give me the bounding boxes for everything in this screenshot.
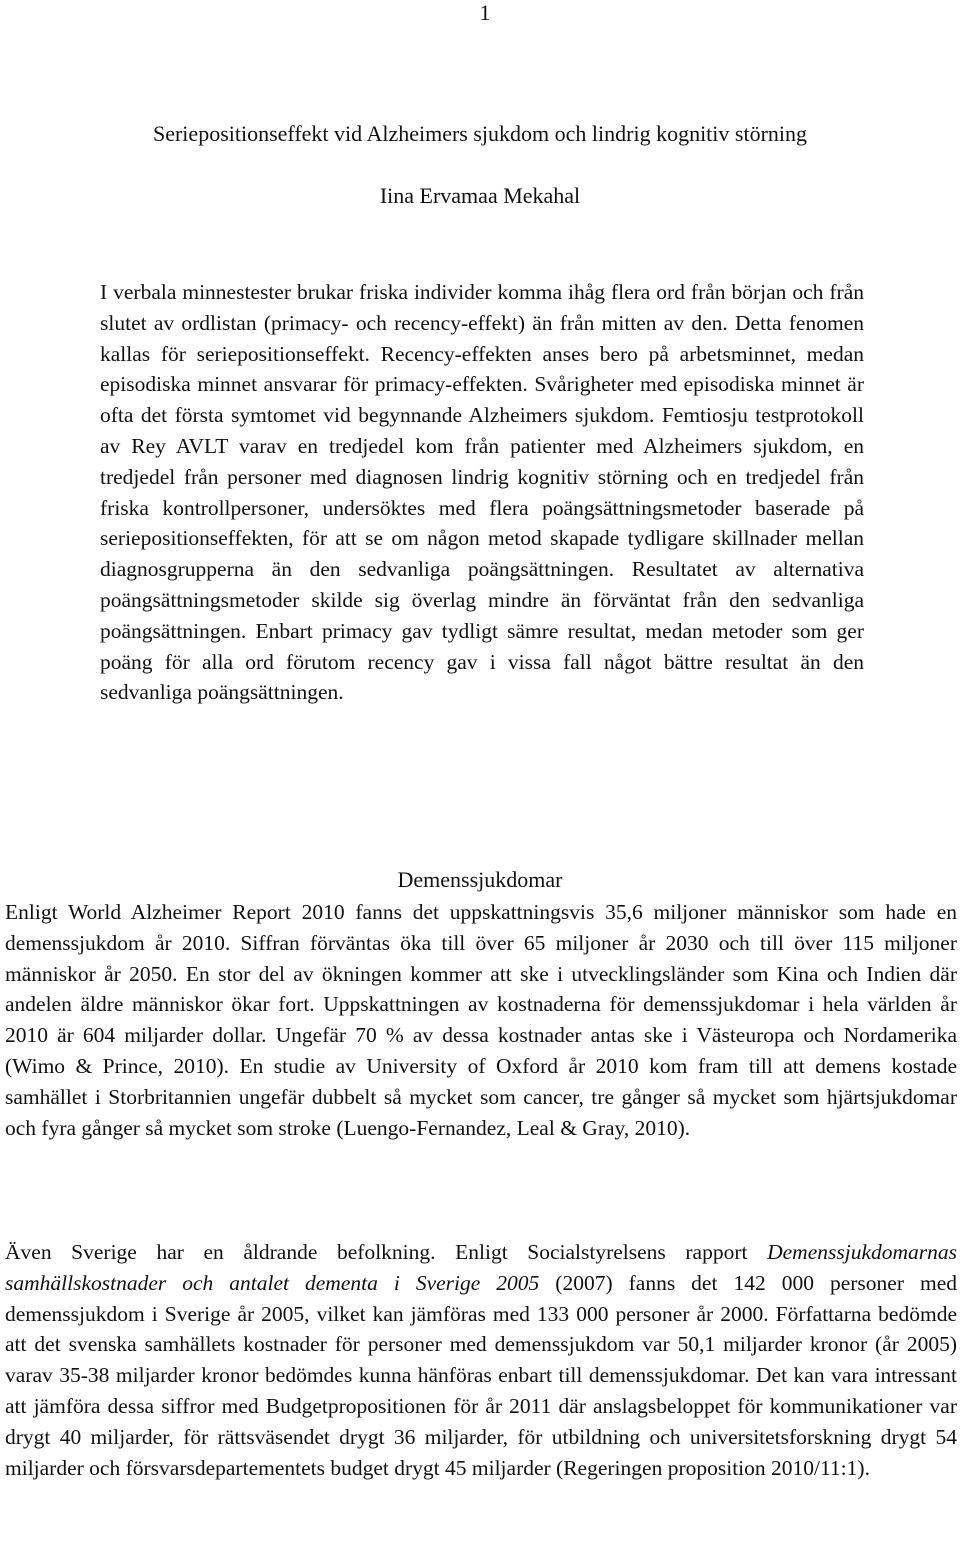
paragraph-2-text-after: (2007) fanns det 142 000 personer med demenssjukdom i Sverige år 2005, vilket kan jämföras med 133 000 personer år 2000. Författarna bedömde att det svenska samhällets kostnader för personer med demenssjukdom var 50,1 miljarder kronor (år 2005) varav 35-38 miljarder kronor bedömdes kunna hänföras enbart till demenssjukdomar. Det kan vara intressant att jämföra dessa siffror med Budgetpropositionen för år 2011 där anslagsbeloppet för kommunikationer var drygt 40 miljarder, för rättsväsendet drygt 36 miljarder, för utbildning och universitetsforskning drygt 54 miljarder och försvarsdepartementets budget drygt 45 miljarder (Regeringen proposition 2010/11:1).: [5, 1270, 957, 1480]
page-number: 1: [479, 0, 491, 25]
paragraph-2-text-before: Även Sverige har en åldrande befolkning. Enligt Socialstyrelsens rapport: [5, 1240, 768, 1264]
author-name: Iina Ervamaa Mekahal: [379, 183, 581, 208]
report-title-italic: Demenssjukdomarnas samhällskostnader och antalet dementa i Sverige 2005: [5, 1240, 957, 1295]
section-heading: Demenssjukdomar: [397, 867, 563, 892]
body-paragraph-2: [5, 1237, 957, 1483]
body-paragraph-1: Enligt World Alzheimer Report 2010 fanns det uppskattningsvis 35,6 miljoner människor som hade en demenssjukdom år 2010. Siffran förväntas öka till över 65 miljoner år 2030 och till över 115 miljoner människor år 2050. En stor del av ökningen kommer att ske i utvecklingsländer som Kina och Indien där andelen äldre människor ökar fort. Uppskattningen av kostnaderna för demenssjukdomar i hela världen år 2010 är 604 miljarder dollar. Ungefär 70 % av dessa kostnader antas ske i Västeuropa och Nordamerika (Wimo & Prince, 2010). En studie av University of Oxford år 2010 kom fram till att demens kostade samhället i Storbritannien ungefär dubbelt så mycket som cancer, tre gånger så mycket som hjärtsjukdomar och fyra gånger så mycket som stroke (Luengo-Fernandez, Leal & Gray, 2010).: [5, 900, 957, 1140]
document-title: Seriepositionseffekt vid Alzheimers sjukdom och lindrig kognitiv störning: [152, 121, 808, 146]
abstract-paragraph: I verbala minnestester brukar friska individer komma ihåg flera ord från början och från slutet av ordlistan (primacy- och recency-effekt) än från mitten av den. Detta fenomen kallas för seriepositionseffekt. Recency-effekten anses bero på arbetsminnet, medan episodiska minnet ansvarar för primacy-effekten. Svårigheter med episodiska minnet är ofta det första symtomet vid begynnande Alzheimers sjukdom. Femtiosju testprotokoll av Rey AVLT varav en tredjedel kom från patienter med Alzheimers sjukdom, en tredjedel från personer med diagnosen lindrig kognitiv störning och en tredjedel från friska kontrollpersoner, undersöktes med flera poängsättningsmetoder baserade på seriepositionseffekten, för att se om någon metod skapade tydligare skillnader mellan diagnosgrupperna än den sedvanliga poängsättningen. Resultatet av alternativa poängsättningsmetoder skilde sig överlag mindre än förväntat från den sedvanliga poängsättningen. Enbart primacy gav tydligt sämre resultat, medan metoder som ger poäng för alla ord förutom recency gav i vissa fall något bättre resultat än den sedvanliga poängsättningen.: [100, 280, 864, 705]
